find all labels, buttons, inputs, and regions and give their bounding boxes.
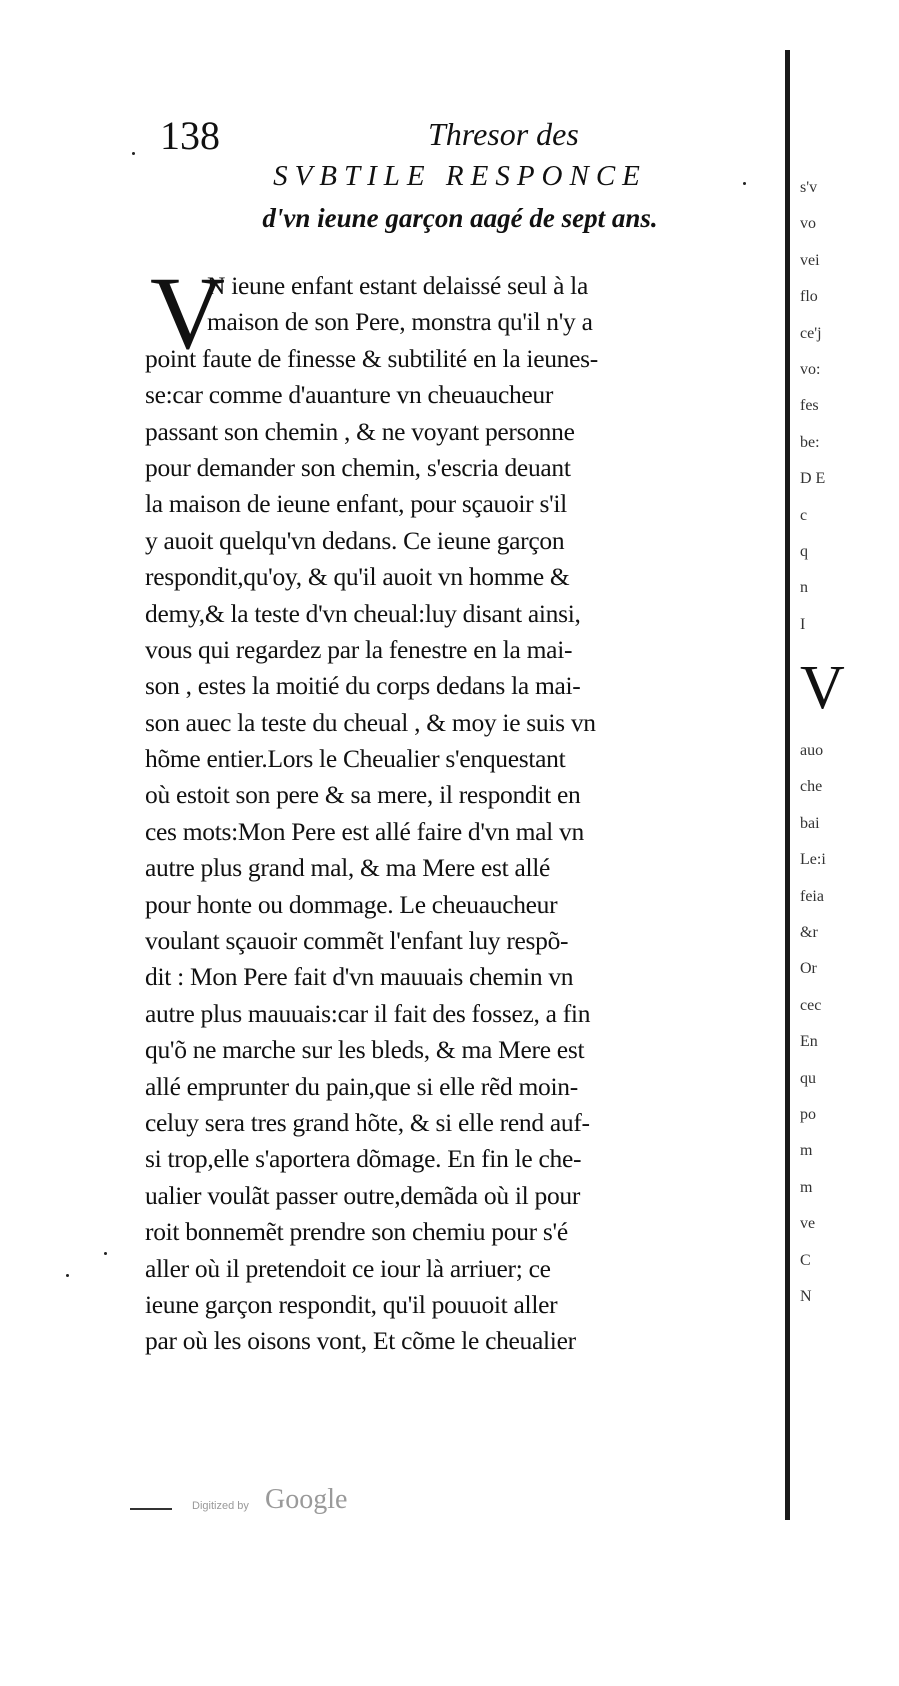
- chapter-subtitle: d'vn ieune garçon aagé de sept ans.: [262, 203, 658, 233]
- text-line: autre plus grand mal, & ma Mere est allé: [145, 853, 551, 883]
- drop-cap: V: [150, 256, 226, 371]
- next-page-fragment: auo: [800, 742, 824, 760]
- next-page-fragment: N: [800, 1287, 812, 1305]
- next-page-fragment: Le:i: [800, 851, 826, 869]
- next-page-drop-cap: V: [800, 654, 845, 723]
- next-page-fragment: po: [800, 1105, 816, 1123]
- next-page-fragment: fes: [800, 397, 819, 415]
- text-line: y auoit quelqu'vn dedans. Ce ieune garçon: [145, 525, 565, 555]
- next-page-edge: [800, 170, 845, 1315]
- next-page-fragment: ve: [800, 1215, 816, 1233]
- next-page-fragment: cec: [800, 996, 822, 1014]
- text-line: respondit,qu'oy, & qu'il auoit vn homme &: [145, 562, 570, 592]
- text-line: voulant sçauoir commẽt l'enfant luy respõ-: [145, 926, 569, 956]
- next-page-fragment: s'v: [800, 179, 818, 196]
- next-page-fragment: n: [800, 579, 808, 597]
- next-page-fragment: D E: [800, 470, 826, 488]
- ink-speck: [104, 1252, 107, 1255]
- ink-speck: [66, 1274, 69, 1277]
- chapter-title: SVBTILE RESPONCE: [273, 160, 647, 192]
- text-line: point faute de finesse & subtilité en la ieunes-: [145, 343, 598, 373]
- footer-rule: [130, 1508, 172, 1510]
- text-line: ualier voulãt passer outre,demãda où il pour: [145, 1180, 581, 1210]
- text-line: vous qui regardez par la fenestre en la mai-: [145, 634, 573, 664]
- next-page-fragment: vo:: [800, 360, 821, 378]
- next-page-fragment: En: [800, 1033, 818, 1051]
- next-page-fragment: C: [800, 1251, 811, 1269]
- next-page-fragment: flo: [800, 288, 818, 306]
- text-line: qu'õ ne marche sur les bleds, & ma Mere est: [145, 1035, 585, 1065]
- text-line: par où les oisons vont, Et cõme le cheualier: [145, 1326, 576, 1356]
- text-line: passant son chemin , & ne voyant personne: [145, 416, 575, 446]
- text-line: dit : Mon Pere fait d'vn mauuais chemin vn: [145, 962, 574, 992]
- next-page-fragment: c: [800, 506, 808, 524]
- text-line: demy,& la teste d'vn cheual:luy disant ainsi,: [145, 598, 581, 628]
- text-line: autre plus mauuais:car il fait des fossez, a fin: [145, 998, 591, 1028]
- next-page-fragment: Or: [800, 960, 817, 978]
- page-number: 138: [160, 113, 220, 158]
- google-logo: Google: [265, 1484, 348, 1515]
- text-line: ieune garçon respondit, qu'il pouuoit aller: [145, 1289, 558, 1319]
- text-line: la maison de ieune enfant, pour sçauoir s'il: [145, 489, 567, 519]
- ink-speck: [132, 152, 135, 155]
- next-page-fragment: I: [800, 615, 806, 633]
- next-page-fragment: vei: [800, 251, 820, 269]
- text-line: pour demander son chemin, s'escria deuant: [145, 452, 571, 482]
- text-line: pour honte ou dommage. Le cheuaucheur: [145, 889, 558, 919]
- next-page-fragment: be:: [800, 433, 820, 451]
- page-header: [140, 112, 780, 162]
- text-line: ces mots:Mon Pere est allé faire d'vn mal vn: [145, 816, 584, 846]
- next-page-fragment: bai: [800, 814, 820, 832]
- next-page-fragment: feia: [800, 887, 824, 905]
- next-page-fragment: ce'j: [800, 324, 822, 342]
- next-page-fragment: vo: [800, 215, 816, 233]
- ink-speck: [743, 182, 746, 185]
- running-title: Thresor des: [428, 116, 579, 152]
- next-page-fragment: &r: [800, 924, 818, 942]
- text-line: où estoit son pere & sa mere, il respondit en: [145, 780, 581, 810]
- next-page-fragment: m: [800, 1178, 813, 1196]
- digitized-label: Digitized by: [192, 1500, 249, 1512]
- text-line: son , estes la moitié du corps dedans la mai-: [145, 671, 581, 701]
- footer: [130, 1486, 430, 1526]
- next-page-fragment: m: [800, 1142, 813, 1160]
- text-line: allé emprunter du pain,que si elle rẽd moin-: [145, 1071, 578, 1101]
- text-line: si trop,elle s'aportera dõmage. En fin le che-: [145, 1144, 582, 1174]
- next-page-fragment: qu: [800, 1069, 816, 1087]
- text-line: son auec la teste du cheual , & moy ie suis vn: [145, 707, 596, 737]
- text-line: N ieune enfant estant delaissé seul à la: [207, 271, 588, 300]
- text-line: aller où il pretendoit ce iour là arriuer; ce: [145, 1253, 551, 1283]
- text-line: hõme entier.Lors le Cheualier s'enquestant: [145, 744, 566, 774]
- text-line: roit bonnemẽt prendre son chemiu pour s'é: [145, 1217, 568, 1247]
- text-line: celuy sera tres grand hõte, & si elle rend auf-: [145, 1107, 590, 1137]
- text-line: se:car comme d'auanture vn cheuaucheur: [145, 380, 554, 410]
- text-line: maison de son Pere, monstra qu'il n'y a: [207, 307, 593, 337]
- next-page-fragment: che: [800, 778, 823, 796]
- next-page-fragment: q: [800, 542, 808, 560]
- gutter-line: [785, 50, 790, 1520]
- body-text: [145, 268, 765, 1360]
